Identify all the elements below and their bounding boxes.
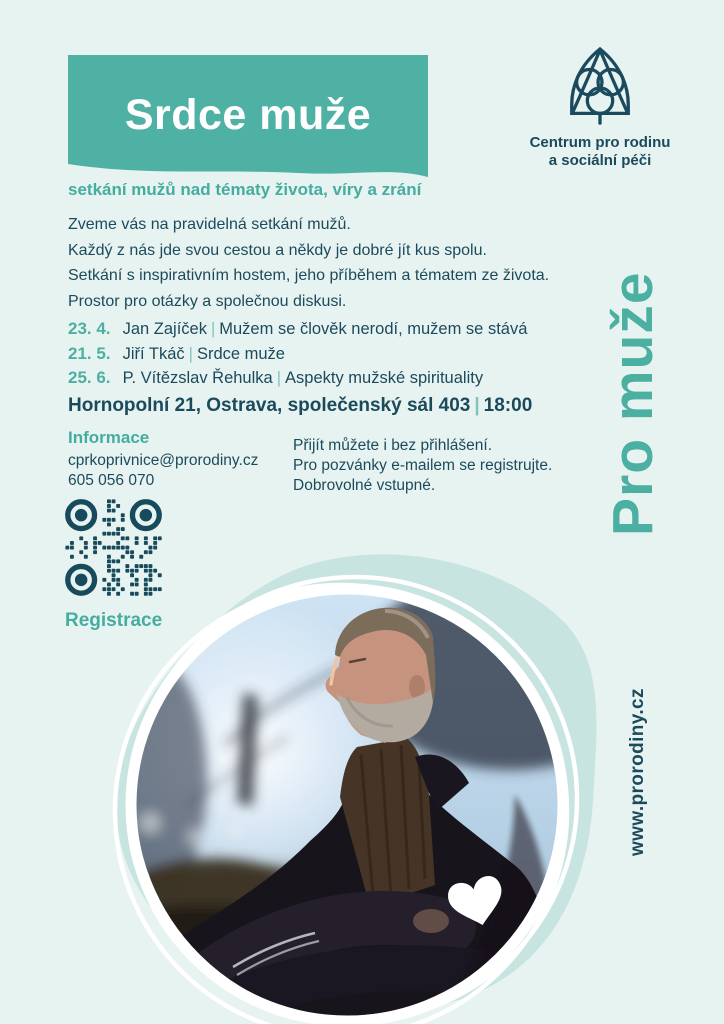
event-date: 25. 6. xyxy=(68,368,111,387)
venue-line xyxy=(68,395,532,417)
qr-label: Registrace xyxy=(65,610,163,631)
event-speaker: P. Vítězslav Řehulka xyxy=(122,369,273,387)
event-date: 23. 4. xyxy=(68,319,111,338)
separator: | xyxy=(276,369,282,387)
intro-paragraph xyxy=(68,212,549,314)
event-list xyxy=(68,317,527,391)
event-row xyxy=(68,342,527,367)
side-tagline: Pro muže xyxy=(601,271,665,536)
logo-text-line2: a sociální péči xyxy=(548,152,652,169)
contact-email[interactable]: cprkoprivnice@prorodiny.cz xyxy=(68,452,259,469)
organization-logo xyxy=(516,46,684,170)
title-banner xyxy=(68,55,428,179)
website-link[interactable]: www.prorodiny.cz xyxy=(627,688,648,856)
event-speaker: Jiří Tkáč xyxy=(122,344,185,363)
registration-notes xyxy=(293,436,552,496)
note-line: Pro pozvánky e-mailem se registrujte. xyxy=(293,457,553,474)
event-topic: Mužem se člověk nerodí, mužem se stává xyxy=(219,320,528,338)
rose-window-icon xyxy=(561,46,639,130)
subtitle: setkání mužů nad tématy života, víry a zrání xyxy=(68,180,422,199)
contact-heading: Informace xyxy=(68,428,150,447)
poster-title: Srdce muže xyxy=(124,91,372,139)
note-line: Přijít můžete i bez přihlášení. xyxy=(293,437,493,454)
intro-line: Setkání s inspirativním hostem, jeho příběhem a tématem ze života. xyxy=(68,267,550,284)
separator: | xyxy=(188,344,193,363)
hero-artwork xyxy=(85,545,605,1024)
event-topic: Srdce muže xyxy=(196,344,285,363)
intro-line: Zveme vás na pravidelná setkání mužů. xyxy=(68,216,351,233)
intro-line: Každý z nás jde svou cestou a někdy je dobré jít kus spolu. xyxy=(68,241,487,259)
event-topic: Aspekty mužské spirituality xyxy=(285,369,484,387)
separator: | xyxy=(474,395,480,416)
contact-phone[interactable]: 605 056 070 xyxy=(68,471,155,489)
event-row xyxy=(68,366,527,391)
venue-time: 18:00 xyxy=(483,395,533,416)
intro-line: Prostor pro otázky a společnou diskusi. xyxy=(68,292,347,310)
event-row xyxy=(68,317,527,342)
venue-address: Hornopolní 21, Ostrava, společenský sál 403 xyxy=(68,395,471,416)
event-date: 21. 5. xyxy=(68,343,111,363)
event-speaker: Jan Zajíček xyxy=(122,320,207,338)
note-line: Dobrovolné vstupné. xyxy=(293,477,436,494)
separator: | xyxy=(210,320,216,338)
contact-block xyxy=(68,428,258,490)
logo-text-line1: Centrum pro rodinu xyxy=(529,134,671,151)
